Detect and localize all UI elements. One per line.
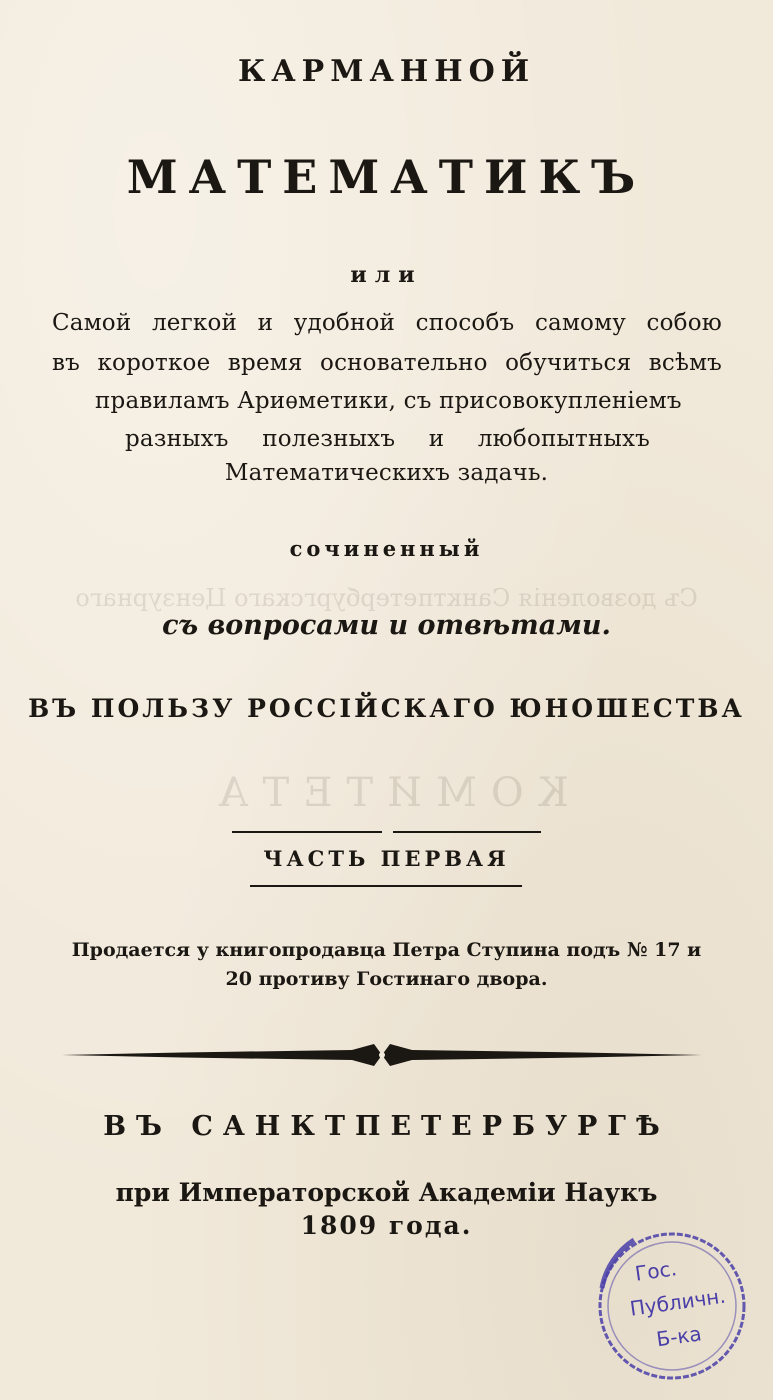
- dedication-line: ВЪ ПОЛЬЗУ РОССІЙСКАГО ЮНОШЕСТВА: [28, 694, 745, 723]
- rule-under-part: [250, 885, 522, 887]
- bleed-through-text: Съ дозволенія Санктпетербургскаго Цензурнаго: [75, 584, 698, 612]
- subtitle-line-5: Математическихъ задачь.: [224, 460, 549, 486]
- imprint-city: ВЪ САНКТПЕТЕРБУРГѢ: [103, 1111, 670, 1142]
- composed-label: сочиненный: [289, 536, 484, 561]
- imprint-academy: при Императорской Академіи Наукъ: [115, 1178, 658, 1207]
- title-line-2: МАТЕМАТИКЪ: [126, 150, 647, 204]
- stamp-text-line-2: Публичн.: [628, 1283, 727, 1321]
- questions-answers-line: съ вопросами и отвѣтами.: [162, 610, 611, 641]
- subtitle-line-4: разныхъ полезныхъ и любопытныхъ: [125, 426, 650, 452]
- library-stamp: [594, 1228, 750, 1384]
- seller-line-2: 20 противу Гостинаго двора.: [225, 968, 548, 990]
- rule-left: [232, 831, 382, 833]
- stamp-text-line-3: Б-ка: [654, 1321, 704, 1352]
- part-label: ЧАСТЬ ПЕРВАЯ: [263, 846, 510, 871]
- stamp-text-line-1: Гос.: [633, 1256, 679, 1286]
- bleed-through-text: КОМИТЕТА: [204, 770, 569, 816]
- rule-right: [393, 831, 541, 833]
- subtitle-line-1: Самой легкой и удобной способъ самому собою: [52, 310, 722, 336]
- subtitle-line-3: правиламъ Ариѳметики, съ присовокупленіемъ: [95, 388, 682, 414]
- ornamental-divider: [62, 1040, 702, 1070]
- title-line-1: КАРМАННОЙ: [237, 54, 536, 89]
- imprint-year: 1809 года.: [300, 1211, 473, 1240]
- subtitle-line-2: въ короткое время основательно обучиться всѣмъ: [52, 350, 722, 376]
- title-connector: или: [350, 262, 423, 288]
- seller-line-1: Продается у книгопродавца Петра Ступина подъ № 17 и: [71, 939, 702, 961]
